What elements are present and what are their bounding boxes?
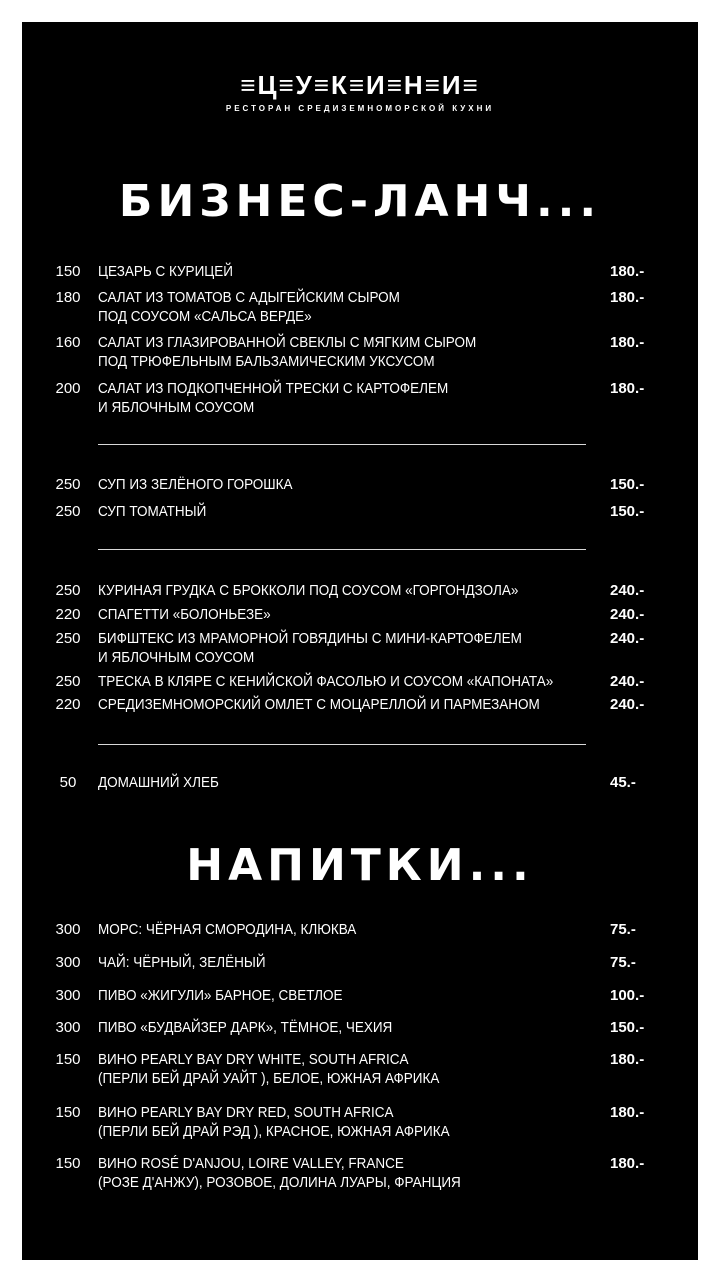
business-lunch-title: БИЗНЕС-ЛАНЧ... <box>118 176 602 227</box>
item-weight: 250 <box>55 582 81 599</box>
item-name <box>98 333 557 371</box>
item-name <box>98 1103 557 1141</box>
item-name-line: ВИНО PEARLY BAY DRY RED, SOUTH AFRICA <box>98 1104 394 1121</box>
item-name <box>98 288 557 326</box>
item-weight: 180 <box>55 289 81 306</box>
item-name-line: СУП ИЗ ЗЕЛЁНОГО ГОРОШКА <box>98 476 293 493</box>
item-price: 240.- <box>610 582 645 599</box>
logo-name: ≡Ц≡У≡К≡И≡Н≡И≡ <box>240 70 480 100</box>
item-name-line: ПИВО «БУДВАЙЗЕР ДАРК», ТЁМНОЕ, ЧЕХИЯ <box>98 1019 393 1036</box>
item-name <box>98 629 557 667</box>
item-name-line: СПАГЕТТИ «БОЛОНЬЕЗЕ» <box>98 606 271 623</box>
item-weight: 50 <box>59 774 77 791</box>
item-name-line-2: (ПЕРЛИ БЕЙ ДРАЙ УАЙТ ), БЕЛОЕ, ЮЖНАЯ АФРИКА <box>98 1070 440 1087</box>
item-weight: 150 <box>55 1051 81 1068</box>
item-name <box>98 953 557 972</box>
item-price: 240.- <box>610 630 645 647</box>
menu-board <box>22 22 698 1260</box>
item-weight: 300 <box>55 921 81 938</box>
item-name-line: МОРС: ЧЁРНАЯ СМОРОДИНА, КЛЮКВА <box>98 921 357 938</box>
item-name <box>98 1154 557 1192</box>
item-price: 75.- <box>610 954 636 971</box>
item-name <box>98 1050 557 1088</box>
item-name-line: СУП ТОМАТНЫЙ <box>98 503 207 520</box>
item-price: 180.- <box>610 289 645 306</box>
item-weight: 220 <box>55 696 81 713</box>
item-price: 180.- <box>610 1104 645 1121</box>
item-price: 180.- <box>610 334 645 351</box>
section-divider <box>98 549 586 550</box>
item-price: 150.- <box>610 503 645 520</box>
item-name-line: ТРЕСКА В КЛЯРЕ С КЕНИЙСКОЙ ФАСОЛЬЮ И СОУСОМ «КАПОНАТА» <box>98 673 554 690</box>
drinks-title: НАПИТКИ... <box>186 840 534 891</box>
item-weight: 250 <box>55 476 81 493</box>
item-name-line: ПИВО «ЖИГУЛИ» БАРНОЕ, СВЕТЛОЕ <box>98 987 343 1004</box>
item-name-line: САЛАТ ИЗ ГЛАЗИРОВАННОЙ СВЕКЛЫ С МЯГКИМ СЫРОМ <box>98 334 477 351</box>
item-name-line: КУРИНАЯ ГРУДКА С БРОККОЛИ ПОД СОУСОМ «ГОРГОНДЗОЛА» <box>98 582 519 599</box>
item-price: 100.- <box>610 987 645 1004</box>
restaurant-logo <box>22 70 698 115</box>
item-name-line: СРЕДИЗЕМНОМОРСКИЙ ОМЛЕТ С МОЦАРЕЛЛОЙ И ПАРМЕЗАНОМ <box>98 696 540 713</box>
item-name-line: ДОМАШНИЙ ХЛЕБ <box>98 774 219 791</box>
item-weight: 220 <box>55 606 81 623</box>
item-name <box>98 262 557 281</box>
item-price: 180.- <box>610 1155 645 1172</box>
item-name-line-2: И ЯБЛОЧНЫМ СОУСОМ <box>98 399 255 416</box>
item-weight: 160 <box>55 334 81 351</box>
item-price: 240.- <box>610 606 645 623</box>
item-name <box>98 672 557 691</box>
item-price: 240.- <box>610 696 645 713</box>
item-price: 180.- <box>610 263 645 280</box>
item-weight: 250 <box>55 503 81 520</box>
item-name <box>98 986 557 1005</box>
item-name-line: САЛАТ ИЗ ТОМАТОВ С АДЫГЕЙСКИМ СЫРОМ <box>98 289 400 306</box>
item-name <box>98 475 557 494</box>
section-divider <box>98 744 586 745</box>
item-name-line: БИФШТЕКС ИЗ МРАМОРНОЙ ГОВЯДИНЫ С МИНИ-КАРТОФЕЛЕМ <box>98 630 522 647</box>
item-name-line: ВИНО PEARLY BAY DRY WHITE, SOUTH AFRICA <box>98 1051 409 1068</box>
logo-tagline: РЕСТОРАН СРЕДИЗЕМНОМОРСКОЙ КУХНИ <box>225 104 495 113</box>
item-name <box>98 773 557 792</box>
item-name <box>98 581 557 600</box>
item-name-line: ЦЕЗАРЬ С КУРИЦЕЙ <box>98 263 233 280</box>
item-weight: 250 <box>55 630 81 647</box>
item-price: 240.- <box>610 673 645 690</box>
item-weight: 250 <box>55 673 81 690</box>
item-weight: 300 <box>55 1019 81 1036</box>
item-name <box>98 502 557 521</box>
item-name-line: ЧАЙ: ЧЁРНЫЙ, ЗЕЛЁНЫЙ <box>98 954 266 971</box>
item-name-line-2: ПОД ТРЮФЕЛЬНЫМ БАЛЬЗАМИЧЕСКИМ УКСУСОМ <box>98 353 435 370</box>
item-name-line-2: ПОД СОУСОМ «САЛЬСА ВЕРДЕ» <box>98 308 312 325</box>
item-weight: 150 <box>55 1155 81 1172</box>
item-weight: 300 <box>55 954 81 971</box>
item-name <box>98 695 557 714</box>
item-weight: 150 <box>55 1104 81 1121</box>
item-price: 180.- <box>610 380 645 397</box>
item-name <box>98 379 557 417</box>
item-name-line: САЛАТ ИЗ ПОДКОПЧЕННОЙ ТРЕСКИ С КАРТОФЕЛЕМ <box>98 380 449 397</box>
item-name-line-2: (ПЕРЛИ БЕЙ ДРАЙ РЭД ), КРАСНОЕ, ЮЖНАЯ АФРИКА <box>98 1123 450 1140</box>
item-name <box>98 1018 557 1037</box>
item-price: 75.- <box>610 921 636 938</box>
item-price: 150.- <box>610 1019 645 1036</box>
item-price: 45.- <box>610 774 636 791</box>
item-price: 180.- <box>610 1051 645 1068</box>
item-weight: 300 <box>55 987 81 1004</box>
item-name <box>98 920 557 939</box>
item-weight: 200 <box>55 380 81 397</box>
item-weight: 150 <box>55 263 81 280</box>
item-name <box>98 605 557 624</box>
item-name-line-2: И ЯБЛОЧНЫМ СОУСОМ <box>98 649 255 666</box>
section-divider <box>98 444 586 445</box>
item-price: 150.- <box>610 476 645 493</box>
item-name-line-2: (РОЗЕ Д'АНЖУ), РОЗОВОЕ, ДОЛИНА ЛУАРЫ, ФРАНЦИЯ <box>98 1174 461 1191</box>
item-name-line: ВИНО ROSÉ D'ANJOU, LOIRE VALLEY, FRANCE <box>98 1155 404 1172</box>
